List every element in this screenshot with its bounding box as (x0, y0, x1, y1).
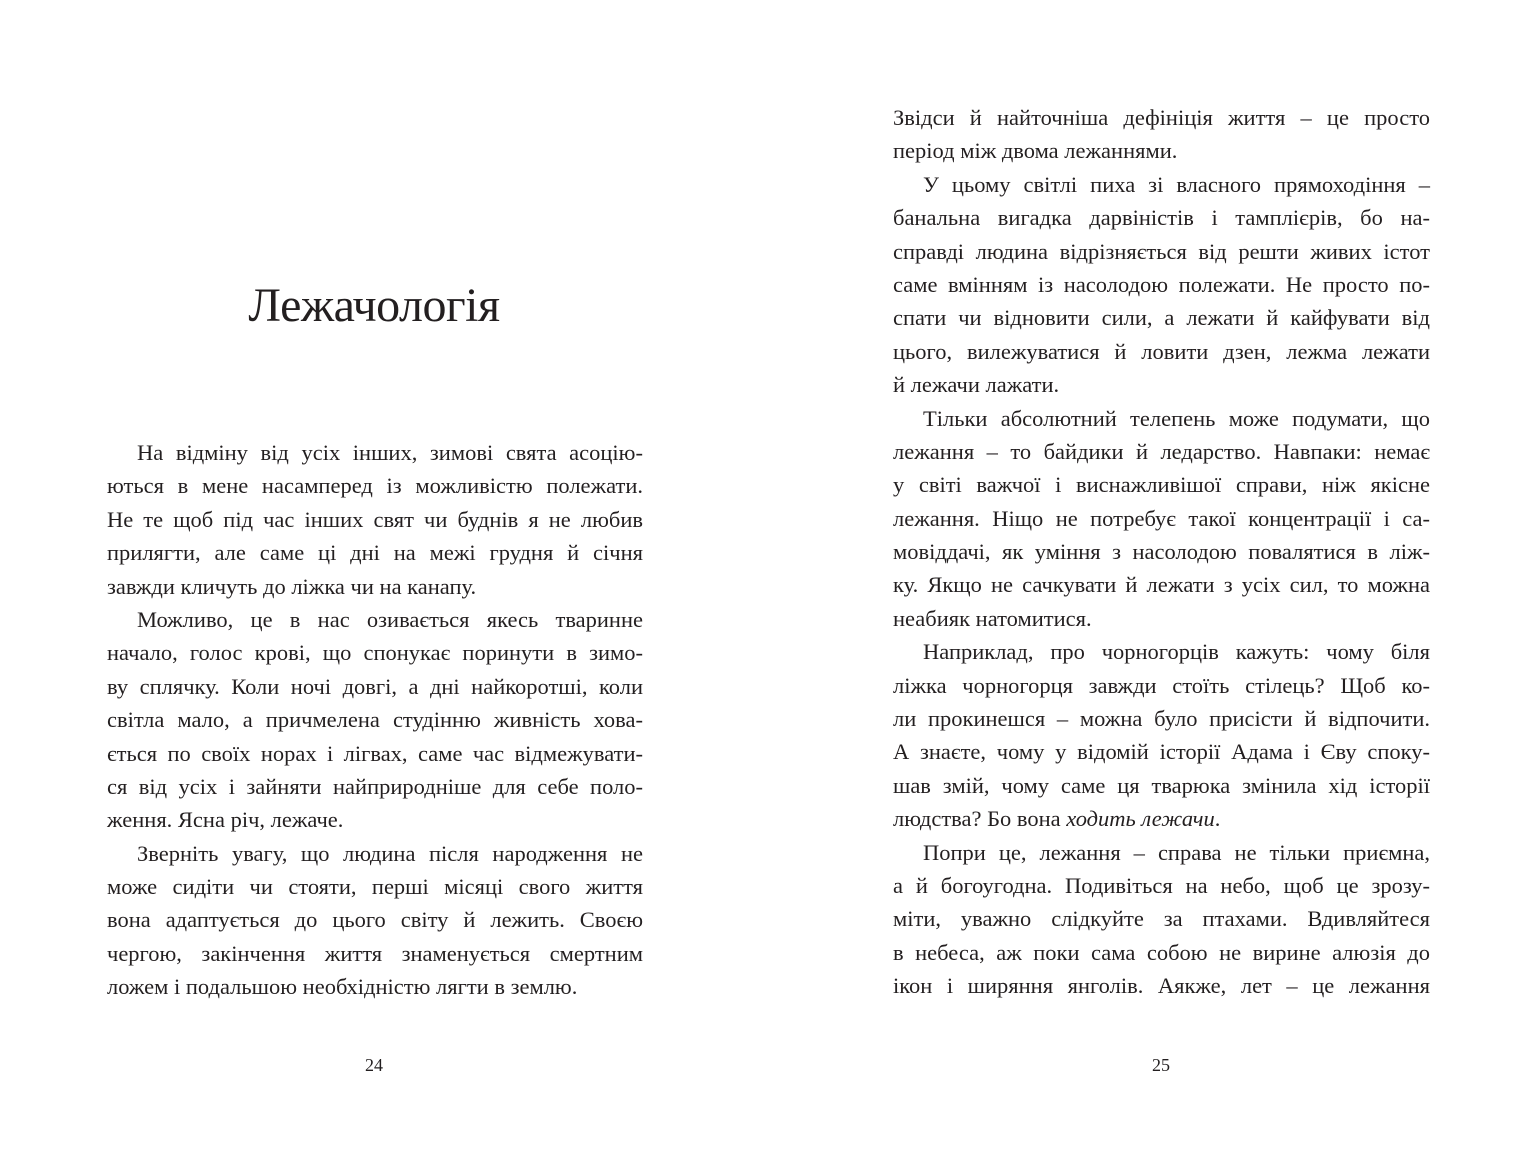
paragraph (893, 836, 1430, 1003)
text-line: міти, уважно слідкуйте за птахами. Вдивляйтеся (893, 906, 1430, 932)
text-run: . (1214, 806, 1221, 832)
paragraph (893, 402, 1430, 636)
right-page-body (893, 101, 1430, 1003)
text-line: а й богоугодна. Подивіться на небо, щоб це зрозу- (893, 872, 1430, 898)
right-page (768, 0, 1536, 1152)
page-number: 24 (365, 1055, 383, 1075)
text-line: ікон і ширяння янголів. Аякже, лет – це лежання (893, 973, 1430, 999)
text-line: у світі важчої і виснажливішої справи, ніж якісне (893, 472, 1430, 498)
text-line: ється по своїх норах і лігвах, саме час відмежувати- (107, 740, 643, 766)
paragraph (893, 168, 1430, 402)
text-line: У цьому світлі пиха зі власного прямоходіння – (923, 171, 1430, 197)
text-line: банальна вигадка дарвіністів і тамплієрів, бо на- (893, 205, 1430, 231)
text-line: Можливо, це в нас озивається якесь тваринне (137, 606, 643, 632)
text-line: лежання. Ніщо не потребує такої концентрації і са- (893, 505, 1430, 531)
text-line: ліжка чорногорця завжди стоїть стілець? Щоб ко- (893, 672, 1430, 698)
text-line: начало, голос крові, що спонукає поринути в зимо- (107, 640, 643, 666)
text-line: Зверніть увагу, що людина після народження не (137, 840, 643, 866)
text-line: ку. Якщо не сачкувати й лежати з усіх сил, то можна (893, 572, 1430, 598)
text-line: На відміну від усіх інших, зимові свята асоцію- (137, 440, 643, 465)
text-line: спати чи відновити сили, а лежати й кайфувати від (893, 305, 1430, 331)
paragraph (893, 635, 1430, 835)
italic-emphasis: ходить лежачи (1066, 806, 1215, 832)
text-line: завжди кличуть до ліжка чи на канапу. (107, 573, 477, 599)
text-line: ються в мене насамперед із можливістю полежати. (107, 473, 643, 499)
text-run: людства? Бо вона (893, 806, 1067, 832)
text-line: ження. Ясна річ, лежаче. (107, 807, 344, 833)
text-line: Попри це, лежання – справа не тільки приємна, (923, 839, 1430, 865)
text-line: ву сплячку. Коли ночі довгі, а дні найкоротші, коли (107, 673, 643, 699)
paragraph (107, 837, 643, 1004)
text-line: мовіддачі, як уміння з насолодою повалятися в ліж- (893, 539, 1430, 565)
text-line: ли прокинешся – можна було присісти й відпочити. (893, 706, 1430, 732)
text-line: А знаєте, чому у відомій історії Адама і Єву споку- (893, 739, 1430, 765)
text-line: Тільки абсолютний телепень може подумати, що (923, 405, 1430, 431)
text-line: Не те щоб під час інших свят чи буднів я не любив (107, 506, 643, 532)
text-line: саме вмінням із насолодою полежати. Не просто по- (893, 271, 1430, 297)
text-line (893, 802, 1430, 835)
text-line: й лежачи лажати. (893, 372, 1060, 398)
paragraph (107, 603, 643, 837)
chapter-title: Лежачологія (248, 279, 500, 332)
text-line: ложем і подальшою необхідністю лягти в землю. (107, 974, 578, 1000)
text-line: ся від усіх і зайняти найприродніше для себе поло- (107, 773, 643, 799)
text-line: неабияк натомитися. (893, 605, 1092, 631)
paragraph (107, 436, 643, 603)
text-line: справді людина відрізняється від решти живих істот (893, 238, 1430, 264)
text-line: прилягти, але саме ці дні на межі грудня й січня (107, 540, 643, 566)
text-line: може сидіти чи стояти, перші місяці свого життя (107, 874, 643, 900)
text-line: Наприклад, про чорногорців кажуть: чому біля (923, 639, 1430, 665)
text-line: вона адаптується до цього світу й лежить. Своєю (107, 907, 643, 933)
text-line: шав змій, чому саме ця тварюка змінила хід історії (893, 772, 1430, 798)
text-line: в небеса, аж поки сама собою не вирине алюзія до (893, 939, 1430, 965)
left-page-body (107, 436, 643, 1004)
page-number: 25 (1152, 1055, 1170, 1075)
text-line: цього, вилежуватися й ловити дзен, лежма лежати (893, 338, 1430, 364)
text-line: Звідси й найточніша дефініція життя – це просто (893, 105, 1430, 130)
text-line: період між двома лежаннями. (893, 138, 1178, 164)
text-line: світла мало, а причмелена студінню живність хова- (107, 707, 643, 733)
text-line: лежання – то байдики й ледарство. Навпаки: немає (893, 438, 1430, 464)
paragraph (893, 101, 1430, 168)
text-line: чергою, закінчення життя знаменується смертним (107, 940, 643, 966)
